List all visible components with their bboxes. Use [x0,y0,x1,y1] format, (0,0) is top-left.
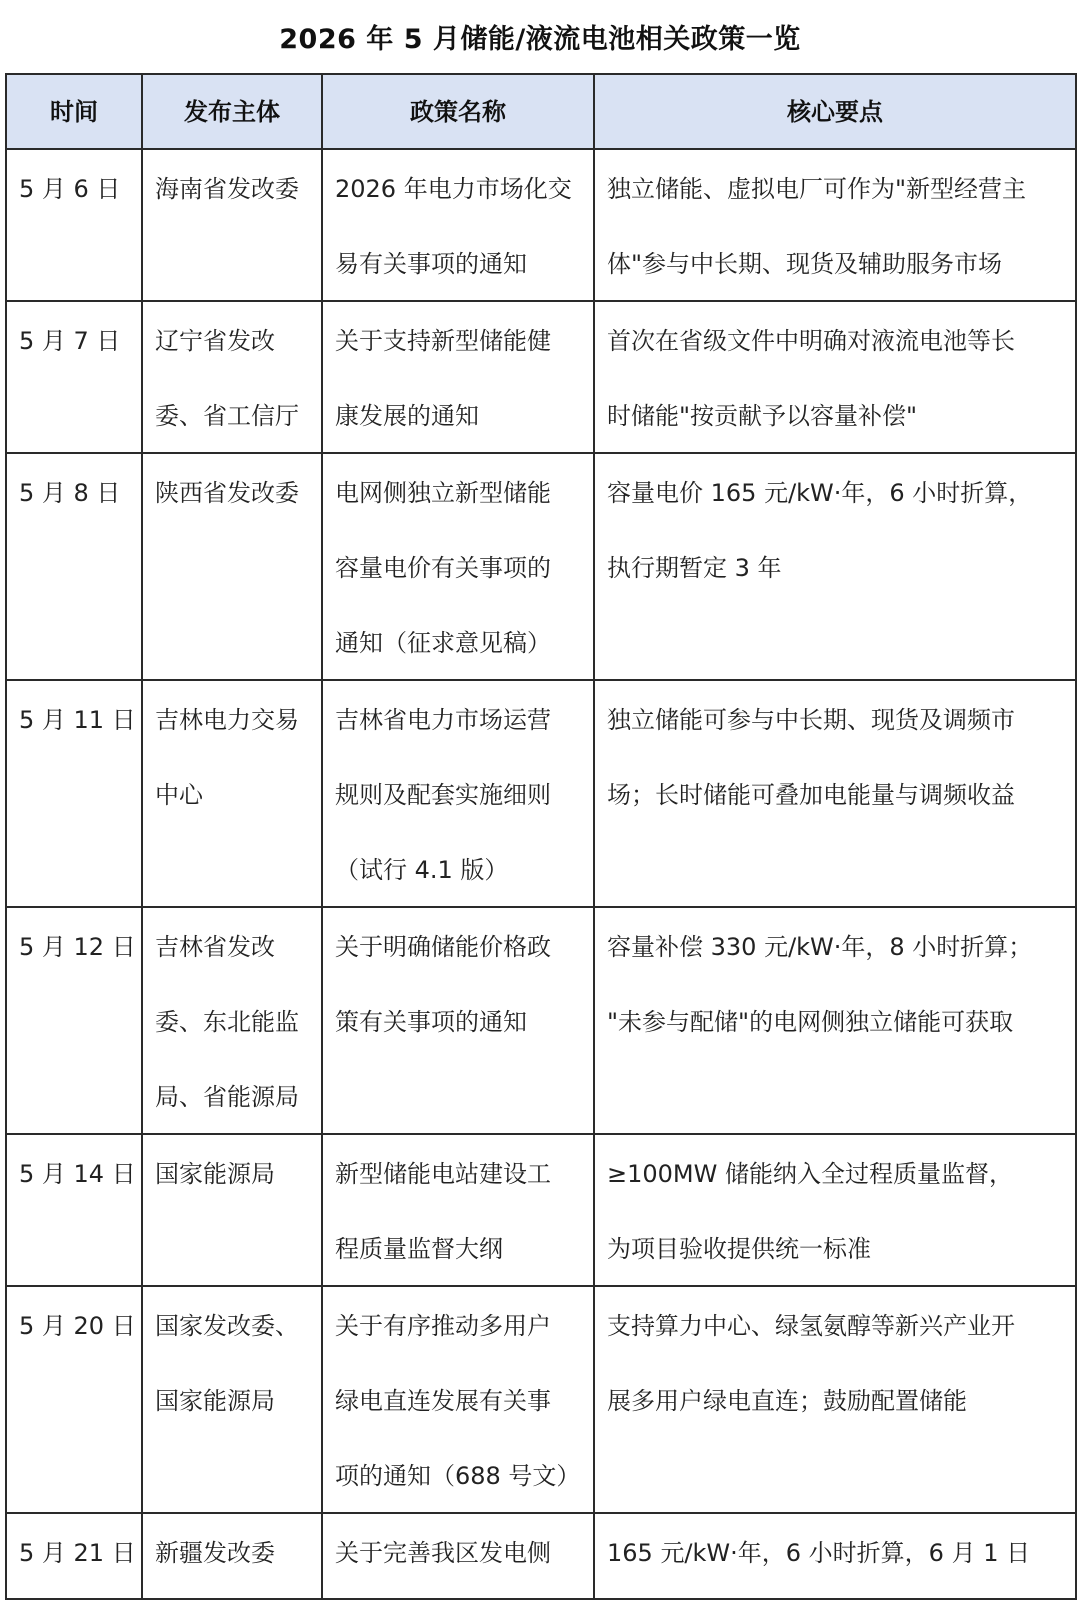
cell-name [322,680,594,907]
date-text: 5 月 12 日 [19,933,136,961]
cell-issuer [142,453,322,680]
table-row [6,680,1076,907]
policy-name-line: 规则及配套实施细则 [335,781,551,809]
document-title: 2026 年 5 月储能/液流电池相关政策一览 [279,24,801,55]
cell-points [594,1134,1076,1286]
issuer-line: 吉林省发改 [155,933,275,961]
cell-date [6,907,142,1134]
table-row [6,907,1076,1134]
issuer-line: 国家能源局 [155,1387,275,1415]
cell-issuer [142,149,322,301]
table-row [6,149,1076,301]
header-points: 核心要点 [594,74,1076,149]
header-issuer: 发布主体 [142,74,322,149]
policy-name-line: 吉林省电力市场运营 [335,706,551,734]
table-row [6,1513,1076,1599]
cell-issuer [142,680,322,907]
policy-name-line: 策有关事项的通知 [335,1008,527,1036]
cell-issuer [142,1513,322,1599]
key-point-line: 展多用户绿电直连；鼓励配置储能 [607,1387,967,1415]
table-row [6,453,1076,680]
cell-points [594,301,1076,453]
policy-name-line: （试行 4.1 版） [335,856,509,884]
cell-issuer [142,1134,322,1286]
cell-date [6,680,142,907]
cell-name [322,1286,594,1513]
cell-points [594,1286,1076,1513]
policy-name-line: 关于支持新型储能健 [335,327,551,355]
cell-points [594,680,1076,907]
key-point-line: 首次在省级文件中明确对液流电池等长 [607,327,1015,355]
policy-name-line: 程质量监督大纲 [335,1235,503,1263]
policy-name-line: 关于明确储能价格政 [335,933,551,961]
cell-date [6,453,142,680]
policy-name-line: 康发展的通知 [335,402,479,430]
cell-points [594,1513,1076,1599]
issuer-line: 辽宁省发改 [155,327,275,355]
key-point-line: ≥100MW 储能纳入全过程质量监督， [607,1160,1013,1188]
issuer-line: 海南省发改委 [155,175,299,203]
cell-points [594,149,1076,301]
cell-issuer [142,907,322,1134]
key-point-line: 独立储能可参与中长期、现货及调频市 [607,706,1015,734]
policy-name-line: 关于有序推动多用户 [335,1312,551,1340]
header-name: 政策名称 [322,74,594,149]
key-point-line: 独立储能、虚拟电厂可作为"新型经营主 [607,175,1027,203]
header-date: 时间 [6,74,142,149]
cell-points [594,907,1076,1134]
issuer-line: 中心 [155,781,203,809]
policy-name-line: 易有关事项的通知 [335,250,527,278]
table-row [6,301,1076,453]
cell-name [322,1513,594,1599]
date-text: 5 月 20 日 [19,1312,136,1340]
policy-name-line: 容量电价有关事项的 [335,554,551,582]
cell-issuer [142,1286,322,1513]
issuer-line: 局、省能源局 [155,1083,299,1111]
issuer-line: 国家能源局 [155,1160,275,1188]
issuer-line: 陕西省发改委 [155,479,299,507]
cell-points [594,453,1076,680]
key-point-line: 容量电价 165 元/kW·年，6 小时折算， [607,479,1033,507]
date-text: 5 月 11 日 [19,706,136,734]
policy-name-line: 电网侧独立新型储能 [335,479,551,507]
key-point-line: 体"参与中长期、现货及辅助服务市场 [607,250,1003,278]
table-header-row [6,74,1076,149]
date-text: 5 月 21 日 [19,1539,136,1567]
cell-name [322,453,594,680]
cell-name [322,907,594,1134]
key-point-line: 为项目验收提供统一标准 [607,1235,871,1263]
cell-date [6,1513,142,1599]
policy-name-line: 关于完善我区发电侧 [335,1539,551,1567]
table-body [6,149,1076,1599]
key-point-line: 场；长时储能可叠加电能量与调频收益 [607,781,1015,809]
cell-date [6,149,142,301]
cell-issuer [142,301,322,453]
issuer-line: 委、省工信厅 [155,402,299,430]
key-point-line: 执行期暂定 3 年 [607,554,782,582]
date-text: 5 月 8 日 [19,479,121,507]
policy-table [5,73,1077,1600]
cell-name [322,1134,594,1286]
key-point-line: 支持算力中心、绿氢氨醇等新兴产业开 [607,1312,1015,1340]
policy-name-line: 通知（征求意见稿） [335,629,551,657]
cell-date [6,1286,142,1513]
issuer-line: 新疆发改委 [155,1539,275,1567]
key-point-line: 时储能"按贡献予以容量补偿" [607,402,918,430]
date-text: 5 月 14 日 [19,1160,136,1188]
date-text: 5 月 6 日 [19,175,121,203]
issuer-line: 吉林电力交易 [155,706,299,734]
policy-name-line: 项的通知（688 号文） [335,1462,581,1490]
policy-name-line: 绿电直连发展有关事 [335,1387,551,1415]
key-point-line: 165 元/kW·年，6 小时折算，6 月 1 日 [607,1539,1031,1567]
table-row [6,1134,1076,1286]
cell-date [6,301,142,453]
cell-name [322,149,594,301]
issuer-line: 国家发改委、 [155,1312,299,1340]
issuer-line: 委、东北能监 [155,1008,299,1036]
policy-name-line: 新型储能电站建设工 [335,1160,551,1188]
policy-name-line: 2026 年电力市场化交 [335,175,572,203]
table-row [6,1286,1076,1513]
cell-name [322,301,594,453]
cell-date [6,1134,142,1286]
date-text: 5 月 7 日 [19,327,121,355]
key-point-line: "未参与配储"的电网侧独立储能可获取 [607,1008,1014,1036]
key-point-line: 容量补偿 330 元/kW·年，8 小时折算； [607,933,1033,961]
